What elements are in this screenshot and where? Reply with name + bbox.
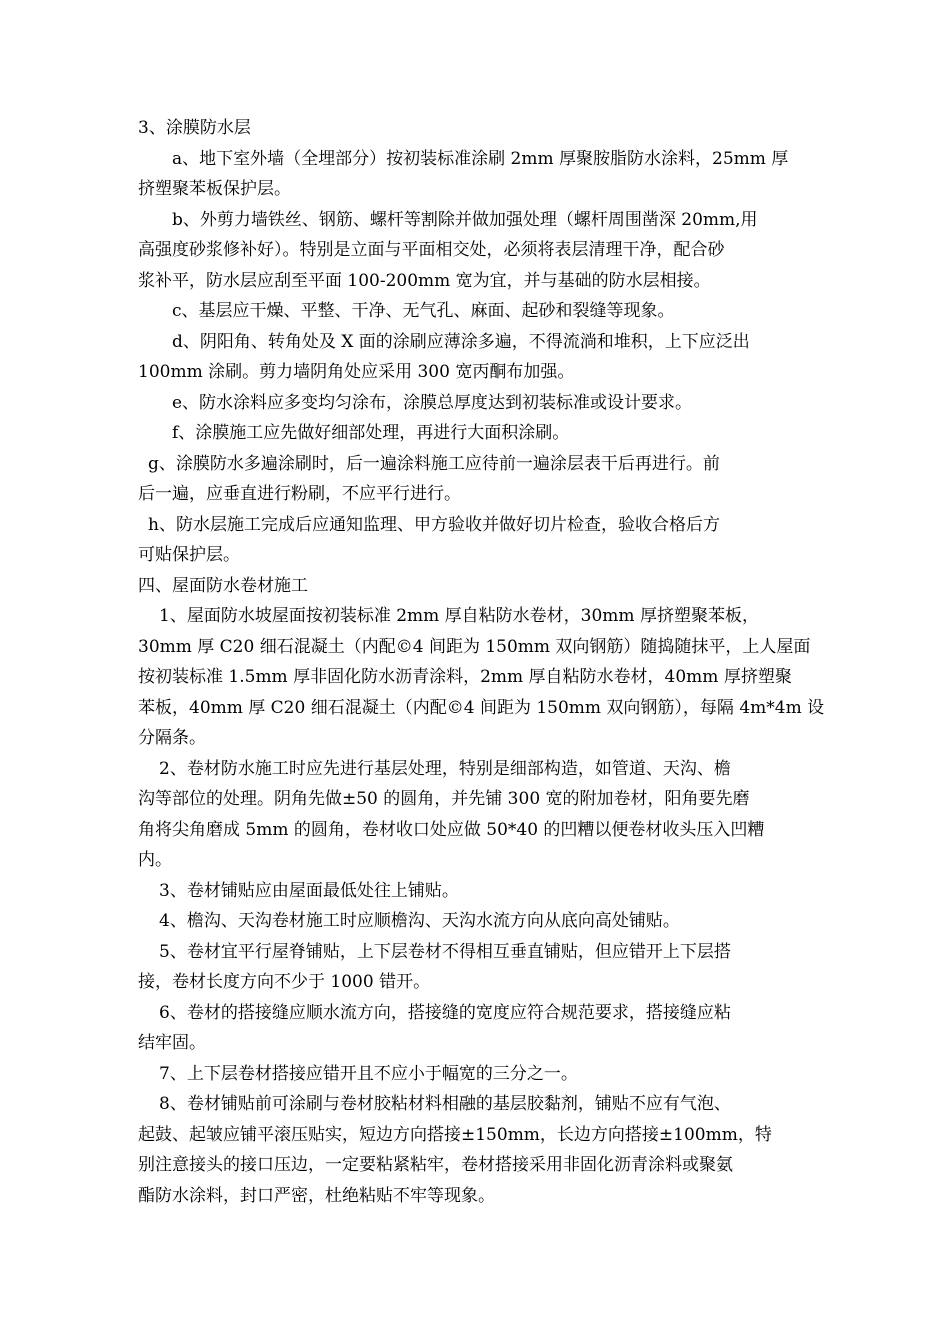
paragraph-line: 4、檐沟、天沟卷材施工时应顺檐沟、天沟水流方向从底向高处铺贴。 xyxy=(159,911,680,931)
paragraph-line: 2、卷材防水施工时应先进行基层处理，特别是细部构造，如管道、天沟、檐 xyxy=(159,758,731,779)
document-body xyxy=(138,113,828,1211)
section-heading-coating-waterproof: 3、涂膜防水层 xyxy=(138,118,251,138)
paragraph-line: 7、上下层卷材搭接应错开且不应小于幅宽的三分之一。 xyxy=(159,1063,578,1084)
paragraph-line: h、防水层施工完成后应通知监理、甲方验收并做好切片检查，验收合格后方 xyxy=(148,514,720,535)
paragraph-line: 3、卷材铺贴应由屋面最低处往上铺贴。 xyxy=(159,880,459,901)
paragraph-line: 别注意接头的接口压边，一定要粘紧粘牢，卷材搭接采用非固化沥青涂料或聚氨 xyxy=(138,1155,733,1175)
paragraph-line: 酯防水涂料，封口严密，杜绝粘贴不牢等现象。 xyxy=(138,1185,495,1206)
paragraph-line: a、地下室外墙（全埋部分）按初装标准涂刷 2mm 厚聚胺脂防水涂料，25mm 厚 xyxy=(172,148,789,169)
paragraph-line: 浆补平，防水层应刮至平面 100-200mm 宽为宜，并与基础的防水层相接。 xyxy=(138,270,711,291)
paragraph-line: e、防水涂料应多变均匀涂布，涂膜总厚度达到初装标准或设计要求。 xyxy=(172,392,693,413)
paragraph-line: 沟等部位的处理。阴角先做±50 的圆角，并先铺 300 宽的附加卷材，阳角要先磨 xyxy=(138,789,750,809)
paragraph-line: 100mm 涂刷。剪力墙阴角处应采用 300 宽丙酮布加强。 xyxy=(138,362,575,382)
paragraph-line: 角将尖角磨成 5mm 的圆角，卷材收口处应做 50*40 的凹糟以便卷材收头压入凹糟 xyxy=(138,819,765,840)
paragraph-line: g、涂膜防水多遍涂刷时，后一遍涂料施工应待前一遍涂层表干后再进行。前 xyxy=(148,453,720,474)
paragraph-line: b、外剪力墙铁丝、钢筋、螺杆等割除并做加强处理（螺杆周围凿深 20mm,用 xyxy=(172,209,758,230)
paragraph-line: 结牢固。 xyxy=(138,1033,206,1053)
paragraph-line: 8、卷材铺贴前可涂刷与卷材胶粘材料相融的基层胶黏剂，铺贴不应有气泡、 xyxy=(159,1094,731,1114)
paragraph-line: 高强度砂浆修补好）。特别是立面与平面相交处，必须将表层清理干净，配合砂 xyxy=(138,240,725,260)
paragraph-line: 苯板，40mm 厚 C20 细石混凝土（内配©4 间距为 150mm 双向钢筋），每隔 4m*4m 设 xyxy=(138,697,825,718)
section-heading-roof-waterproof: 四、屋面防水卷材施工 xyxy=(138,575,308,596)
paragraph-line: f、涂膜施工应先做好细部处理，再进行大面积涂刷。 xyxy=(172,423,570,443)
paragraph-line: 可贴保护层。 xyxy=(138,545,240,565)
paragraph-line: 30mm 厚 C20 细石混凝土（内配©4 间距为 150mm 双向钢筋）随捣随抹平，上人屋面 xyxy=(138,636,811,657)
paragraph-line: 按初装标准 1.5mm 厚非固化防水沥青涂料，2mm 厚自粘防水卷材，40mm 厚挤塑聚 xyxy=(138,667,792,687)
paragraph-line: 1、屋面防水坡屋面按初装标准 2mm 厚自粘防水卷材，30mm 厚挤塑聚苯板， xyxy=(159,606,759,626)
paragraph-line: 起鼓、起皱应铺平滚压贴实，短边方向搭接±150mm，长边方向搭接±100mm，特 xyxy=(138,1124,772,1145)
paragraph-line: 6、卷材的搭接缝应顺水流方向，搭接缝的宽度应符合规范要求，搭接缝应粘 xyxy=(159,1002,731,1023)
paragraph-line: d、阴阳角、转角处及 X 面的涂刷应薄涂多遍，不得流淌和堆积，上下应泛出 xyxy=(172,331,750,352)
paragraph-line: 接，卷材长度方向不少于 1000 错开。 xyxy=(138,972,431,992)
paragraph-line: 内。 xyxy=(138,850,172,870)
paragraph-line: 分隔条。 xyxy=(138,728,206,748)
paragraph-line: 后一遍，应垂直进行粉刷，不应平行进行。 xyxy=(138,484,461,504)
paragraph-line: 5、卷材宜平行屋脊铺贴，上下层卷材不得相互垂直铺贴，但应错开上下层搭 xyxy=(159,941,731,962)
paragraph-line: c、基层应干燥、平整、干净、无气孔、麻面、起砂和裂缝等现象。 xyxy=(172,301,675,321)
paragraph-line: 挤塑聚苯板保护层。 xyxy=(138,179,291,199)
